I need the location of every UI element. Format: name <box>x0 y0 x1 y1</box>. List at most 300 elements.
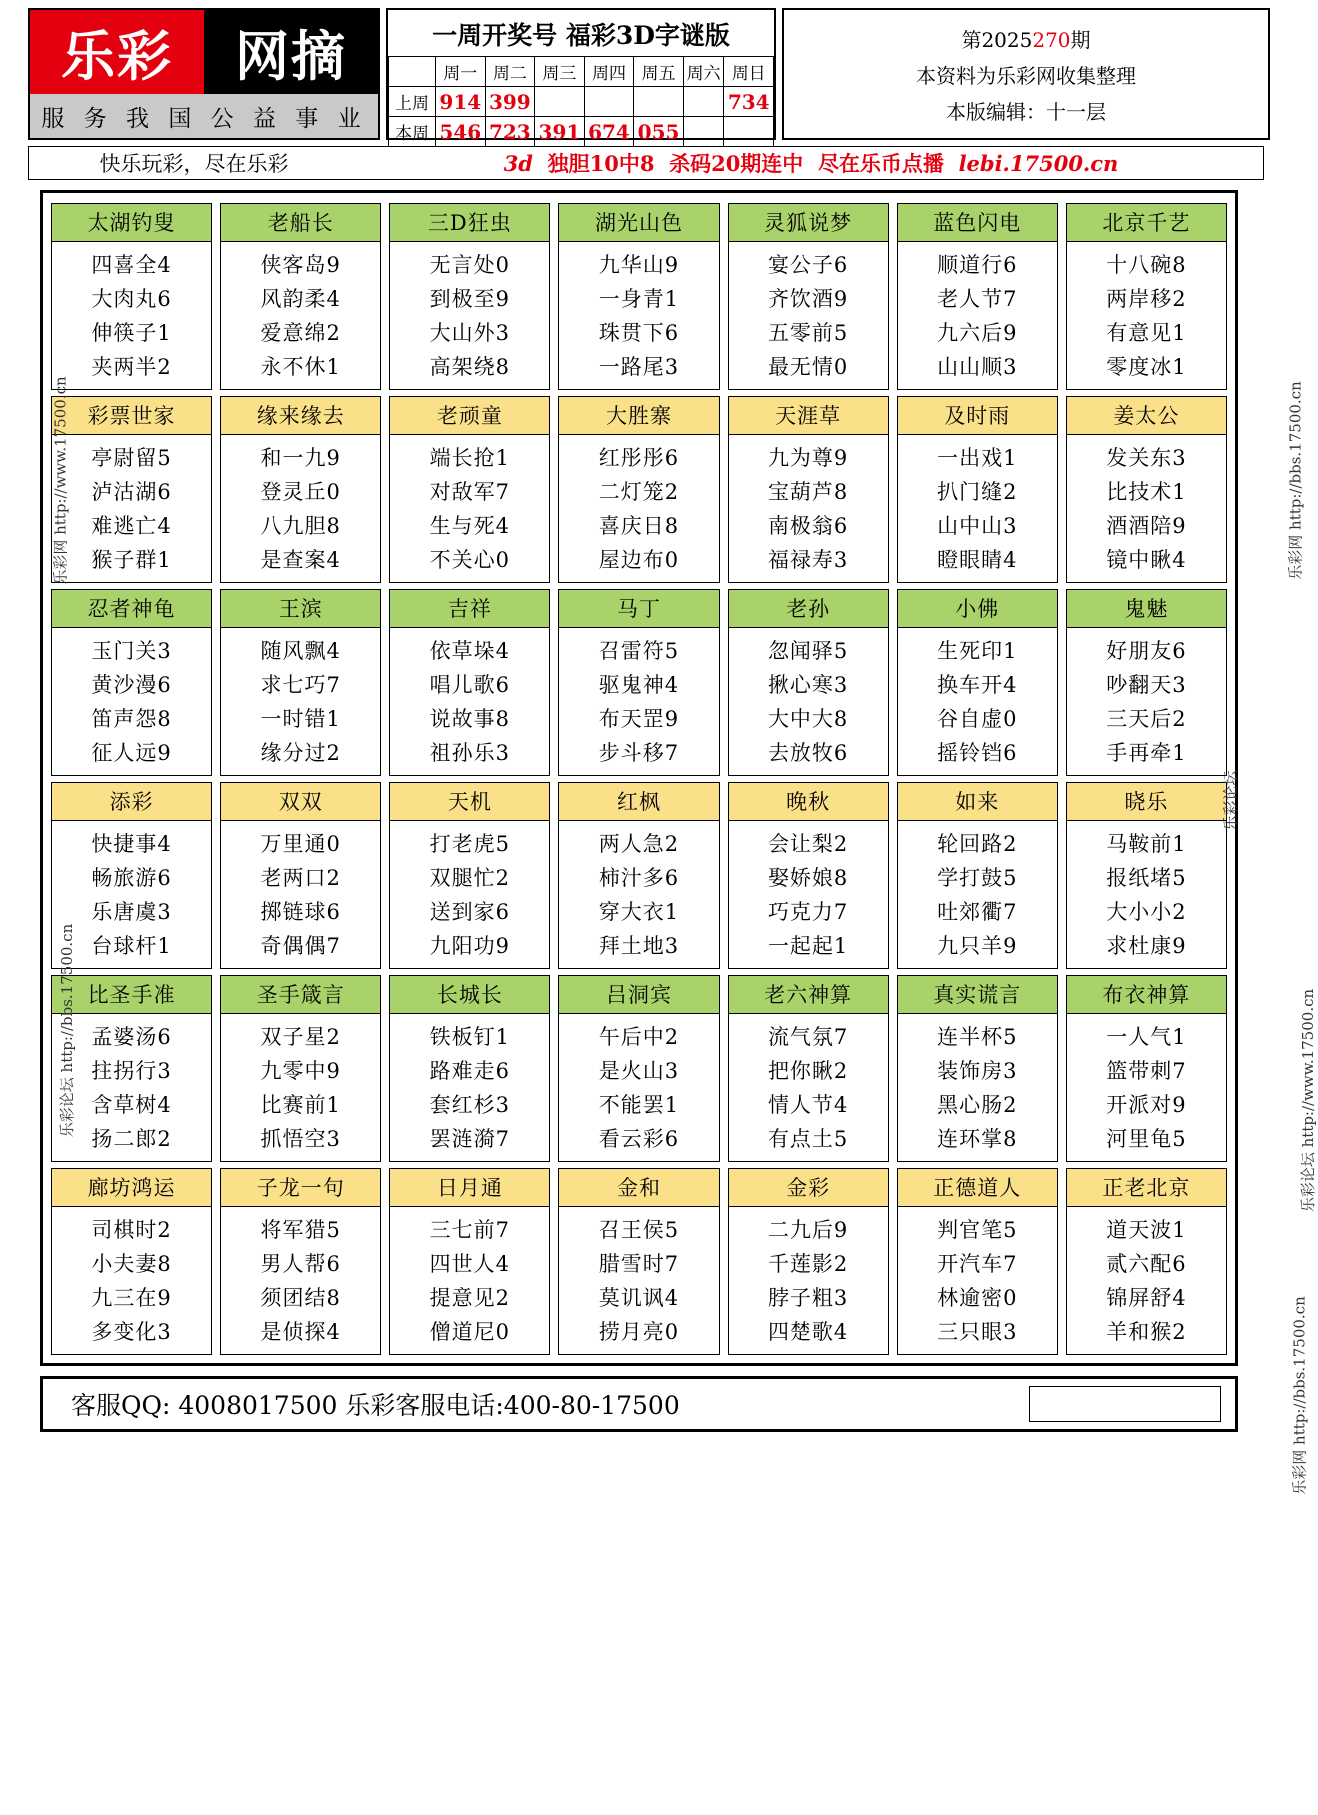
riddle-lines <box>728 242 889 390</box>
riddle-lines <box>897 242 1058 390</box>
riddle-line: 锦屏舒4 <box>1106 1286 1187 1310</box>
riddle-line: 山山顺3 <box>937 355 1018 379</box>
riddle-line: 台球杆1 <box>91 934 172 958</box>
watermark-left-1: 乐彩网 http://www.17500.cn <box>51 376 70 585</box>
riddle-line: 难逃亡4 <box>91 514 172 538</box>
draw-lastweek-sun: 734 <box>724 87 774 117</box>
riddle-line: 两岸移2 <box>1106 287 1187 311</box>
riddle-line: 打老虎5 <box>429 832 511 856</box>
footer-blank-box <box>1029 1386 1221 1422</box>
riddle-line: 看云彩6 <box>598 1127 680 1151</box>
riddle-line: 珠贯下6 <box>598 321 680 345</box>
riddle-line: 含草树4 <box>91 1093 172 1117</box>
riddle-line: 千莲影2 <box>767 1252 849 1276</box>
riddle-cell <box>389 782 550 969</box>
riddle-line: 河里龟5 <box>1106 1127 1187 1151</box>
riddle-lines <box>897 821 1058 969</box>
riddle-author-title[interactable]: 三D狂虫 <box>389 203 550 242</box>
draw-lastweek-tue: 399 <box>485 87 535 117</box>
riddle-line: 学打鼓5 <box>937 866 1018 890</box>
riddle-line: 三只眼3 <box>937 1320 1018 1344</box>
riddle-lines <box>1066 821 1227 969</box>
riddle-line: 到极至9 <box>429 287 511 311</box>
slogan-left: 快乐玩彩，尽在乐彩 <box>99 152 289 176</box>
riddle-cell <box>728 396 889 583</box>
riddle-author-title[interactable]: 鬼魅 <box>1066 589 1227 628</box>
riddle-lines <box>51 242 212 390</box>
draw-col-4: 周四 <box>584 57 634 87</box>
riddle-line: 泸沽湖6 <box>91 480 172 504</box>
riddle-line: 吐郊衢7 <box>937 900 1018 924</box>
riddle-line: 召王侯5 <box>598 1218 680 1242</box>
riddle-line: 伸筷子1 <box>91 321 172 345</box>
riddle-lines <box>897 1207 1058 1355</box>
draw-col-5: 周五 <box>634 57 684 87</box>
issue-number-line <box>961 24 1090 53</box>
riddle-author-title[interactable]: 灵狐说梦 <box>728 203 889 242</box>
draw-lastweek-sat <box>683 87 724 117</box>
riddle-lines <box>389 435 550 583</box>
riddle-cell <box>51 1168 212 1355</box>
riddle-author-title[interactable]: 廊坊鸿运 <box>51 1168 212 1207</box>
riddle-cell <box>558 396 719 583</box>
riddle-line: 三天后2 <box>1106 707 1187 731</box>
riddle-line: 是火山3 <box>598 1059 680 1083</box>
riddle-line: 侠客岛9 <box>260 253 341 277</box>
riddle-cell <box>897 203 1058 390</box>
weekly-draw-box <box>386 8 776 144</box>
riddle-line: 路难走6 <box>429 1059 511 1083</box>
riddle-author-title[interactable]: 蓝色闪电 <box>897 203 1058 242</box>
draw-col-3: 周三 <box>535 57 585 87</box>
riddle-author-title[interactable]: 太湖钓叟 <box>51 203 212 242</box>
riddle-cell <box>389 1168 550 1355</box>
riddle-line: 齐饮酒9 <box>767 287 849 311</box>
riddle-line: 僧道尼0 <box>429 1320 511 1344</box>
riddle-lines <box>1066 435 1227 583</box>
riddle-lines <box>558 435 719 583</box>
riddle-line: 一时错1 <box>260 707 341 731</box>
riddle-line: 驱鬼神4 <box>598 673 680 697</box>
riddle-line: 柿汁多6 <box>598 866 680 890</box>
riddle-line: 比赛前1 <box>260 1093 341 1117</box>
riddle-line: 四喜全4 <box>91 253 172 277</box>
riddle-cell <box>558 589 719 776</box>
riddle-line: 顺道行6 <box>937 253 1018 277</box>
riddle-line: 大小小2 <box>1106 900 1187 924</box>
table-row <box>389 117 774 147</box>
riddle-line: 黄沙漫6 <box>91 673 172 697</box>
riddle-line: 黑心肠2 <box>937 1093 1018 1117</box>
riddle-line: 玉门关3 <box>91 639 172 663</box>
riddle-line: 孟婆汤6 <box>91 1025 172 1049</box>
draw-lastweek-fri <box>634 87 684 117</box>
riddle-line: 掷链球6 <box>260 900 341 924</box>
riddle-line: 会让梨2 <box>767 832 849 856</box>
riddle-line: 宴公子6 <box>767 253 849 277</box>
riddle-author-title[interactable]: 金彩 <box>728 1168 889 1207</box>
riddle-line: 连半杯5 <box>937 1025 1018 1049</box>
riddle-line: 四世人4 <box>429 1252 511 1276</box>
riddle-line: 好朋友6 <box>1106 639 1187 663</box>
riddle-line: 羊和猴2 <box>1106 1320 1187 1344</box>
riddle-author-title[interactable]: 长城长 <box>389 975 550 1014</box>
riddle-line: 依草垛4 <box>429 639 511 663</box>
riddle-line: 生死印1 <box>937 639 1018 663</box>
riddle-line: 一起起1 <box>767 934 849 958</box>
draw-col-0 <box>389 57 436 87</box>
riddle-line: 求七巧7 <box>260 673 341 697</box>
riddle-author-title[interactable]: 忍者神龟 <box>51 589 212 628</box>
riddle-line: 装饰房3 <box>937 1059 1018 1083</box>
riddle-line: 是查案4 <box>260 548 341 572</box>
riddle-line: 风韵柔4 <box>260 287 341 311</box>
riddle-line: 夹两半2 <box>91 355 172 379</box>
riddle-author-title[interactable]: 北京千艺 <box>1066 203 1227 242</box>
draw-col-6: 周六 <box>683 57 724 87</box>
riddle-author-title[interactable]: 小佛 <box>897 589 1058 628</box>
riddle-author-title[interactable]: 王滨 <box>220 589 381 628</box>
riddle-lines <box>728 435 889 583</box>
riddle-author-title[interactable]: 添彩 <box>51 782 212 821</box>
riddle-line: 连环掌8 <box>937 1127 1018 1151</box>
riddle-line: 不关心0 <box>429 548 511 572</box>
riddle-line: 镜中瞅4 <box>1106 548 1187 572</box>
table-row <box>389 87 774 117</box>
riddle-lines <box>389 628 550 776</box>
issue-info-box <box>782 8 1270 140</box>
riddle-cell <box>897 1168 1058 1355</box>
riddle-line: 午后中2 <box>598 1025 680 1049</box>
riddle-cell <box>51 589 212 776</box>
riddle-cell <box>558 1168 719 1355</box>
riddle-line: 九华山9 <box>598 253 680 277</box>
riddle-line: 吵翻天3 <box>1106 673 1187 697</box>
riddle-line: 一出戏1 <box>937 446 1018 470</box>
riddle-line: 拜土地3 <box>598 934 680 958</box>
riddle-line: 套红杉3 <box>429 1093 511 1117</box>
riddle-line: 轮回路2 <box>937 832 1018 856</box>
riddle-author-title[interactable]: 双双 <box>220 782 381 821</box>
riddle-line: 南极翁6 <box>767 514 849 538</box>
riddle-line: 大肉丸6 <box>91 287 172 311</box>
logo-red-text: 乐彩 <box>30 10 204 94</box>
riddle-line: 随风飘4 <box>260 639 341 663</box>
riddle-line: 司棋时2 <box>91 1218 172 1242</box>
riddle-line: 篮带刺7 <box>1106 1059 1187 1083</box>
riddle-lines <box>897 628 1058 776</box>
riddle-line: 九零中9 <box>260 1059 341 1083</box>
watermark-right-4: 乐彩网 http://bbs.17500.cn <box>1290 1296 1309 1495</box>
riddle-author-title[interactable]: 大胜寨 <box>558 396 719 435</box>
riddle-author-title[interactable]: 晓乐 <box>1066 782 1227 821</box>
slogan-3d: 3d <box>503 151 533 176</box>
riddle-lines <box>389 1014 550 1162</box>
slogan-lebi: 尽在乐币点播 <box>817 151 944 176</box>
riddle-cell <box>728 1168 889 1355</box>
slogan-dandan: 独胆10中8 <box>547 151 655 176</box>
riddle-line: 把你瞅2 <box>767 1059 849 1083</box>
riddle-line: 发关东3 <box>1106 446 1187 470</box>
riddle-line: 流气氛7 <box>767 1025 849 1049</box>
riddle-line: 大山外3 <box>429 321 511 345</box>
draw-thisweek-mon: 546 <box>436 117 486 147</box>
riddle-author-title[interactable]: 真实谎言 <box>897 975 1058 1014</box>
riddle-line: 祖孙乐3 <box>429 741 511 765</box>
riddle-lines <box>389 242 550 390</box>
riddle-line: 摇铃铛6 <box>937 741 1018 765</box>
riddle-line: 十八碗8 <box>1106 253 1187 277</box>
riddle-author-title[interactable]: 晚秋 <box>728 782 889 821</box>
riddle-line: 福禄寿3 <box>767 548 849 572</box>
riddle-line: 送到家6 <box>429 900 511 924</box>
draw-col-2: 周二 <box>485 57 535 87</box>
draw-row-label-lastweek: 上周 <box>389 87 436 117</box>
riddle-line: 开派对9 <box>1106 1093 1187 1117</box>
riddle-lines <box>728 821 889 969</box>
riddle-author-title[interactable]: 正老北京 <box>1066 1168 1227 1207</box>
riddle-line: 笛声怨8 <box>91 707 172 731</box>
riddle-author-title[interactable]: 湖光山色 <box>558 203 719 242</box>
riddle-line: 三七前7 <box>429 1218 511 1242</box>
draw-lastweek-thu <box>584 87 634 117</box>
slogan-url[interactable]: lebi.17500.cn <box>958 151 1119 176</box>
slogan-right <box>359 148 1263 178</box>
riddle-line: 端长抢1 <box>429 446 511 470</box>
riddle-line: 提意见2 <box>429 1286 511 1310</box>
riddle-line: 老两口2 <box>260 866 341 890</box>
riddle-cell <box>1066 203 1227 390</box>
riddle-cell <box>728 782 889 969</box>
riddle-line: 不能罢1 <box>598 1093 680 1117</box>
riddle-lines <box>728 1207 889 1355</box>
riddle-line: 快捷事4 <box>91 832 172 856</box>
riddle-line: 步斗移7 <box>598 741 680 765</box>
riddle-line: 脖子粗3 <box>767 1286 849 1310</box>
riddle-cell <box>389 589 550 776</box>
riddle-line: 巧克力7 <box>767 900 849 924</box>
riddle-lines <box>897 1014 1058 1162</box>
riddle-line: 爱意绵2 <box>260 321 341 345</box>
riddle-line: 登灵丘0 <box>260 480 341 504</box>
logo-top <box>30 10 378 94</box>
riddle-line: 四楚歌4 <box>767 1320 849 1344</box>
riddle-author-title[interactable]: 马丁 <box>558 589 719 628</box>
watermark-left-2: 乐彩论坛 http://bbs.17500.cn <box>58 923 77 1138</box>
riddle-author-title[interactable]: 如来 <box>897 782 1058 821</box>
riddle-lines <box>558 1207 719 1355</box>
riddle-lines <box>1066 242 1227 390</box>
riddle-lines <box>220 821 381 969</box>
riddle-cell <box>897 782 1058 969</box>
riddle-line: 宝葫芦8 <box>767 480 849 504</box>
draw-header-row <box>389 57 774 87</box>
draw-thisweek-sat <box>683 117 724 147</box>
riddle-line: 穿大衣1 <box>598 900 680 924</box>
riddle-line: 双腿忙2 <box>429 866 511 890</box>
riddle-lines <box>558 242 719 390</box>
riddle-line: 生与死4 <box>429 514 511 538</box>
riddle-author-title[interactable]: 姜太公 <box>1066 396 1227 435</box>
riddle-line: 判官笔5 <box>937 1218 1018 1242</box>
riddle-author-title[interactable]: 金和 <box>558 1168 719 1207</box>
riddle-line: 比技术1 <box>1106 480 1187 504</box>
riddle-line: 一路尾3 <box>598 355 680 379</box>
riddle-cell <box>220 1168 381 1355</box>
draw-thisweek-thu: 674 <box>584 117 634 147</box>
riddle-line: 永不休1 <box>260 355 341 379</box>
riddle-author-title[interactable]: 圣手箴言 <box>220 975 381 1014</box>
riddle-line: 扬二郎2 <box>91 1127 172 1151</box>
riddle-author-title[interactable]: 比圣手准 <box>51 975 212 1014</box>
slogan-shama: 杀码20期连中 <box>669 151 804 176</box>
riddle-line: 大中大8 <box>767 707 849 731</box>
riddle-line: 莫讥讽4 <box>598 1286 680 1310</box>
riddle-lines <box>220 435 381 583</box>
riddle-line: 谷自虚0 <box>937 707 1018 731</box>
riddle-line: 换车开4 <box>937 673 1018 697</box>
riddle-line: 九只羊9 <box>937 934 1018 958</box>
riddle-lines <box>558 1014 719 1162</box>
slogan-bar <box>28 146 1264 180</box>
riddle-cell <box>51 203 212 390</box>
riddle-author-title[interactable]: 布衣神算 <box>1066 975 1227 1014</box>
riddle-cell <box>220 203 381 390</box>
riddle-cell <box>897 396 1058 583</box>
riddle-cell <box>389 396 550 583</box>
riddle-line: 腊雪时7 <box>598 1252 680 1276</box>
riddle-author-title[interactable]: 天涯草 <box>728 396 889 435</box>
riddle-lines <box>51 435 212 583</box>
riddle-lines <box>389 821 550 969</box>
draw-lastweek-mon: 914 <box>436 87 486 117</box>
riddle-cell <box>1066 975 1227 1162</box>
riddle-line: 缘分过2 <box>260 741 341 765</box>
riddle-lines <box>1066 1014 1227 1162</box>
riddle-cell <box>558 975 719 1162</box>
riddle-line: 九三在9 <box>91 1286 172 1310</box>
riddle-line: 和一九9 <box>260 446 341 470</box>
draw-thisweek-fri: 055 <box>634 117 684 147</box>
riddle-author-title[interactable]: 老船长 <box>220 203 381 242</box>
riddle-cell <box>220 396 381 583</box>
riddle-line: 有意见1 <box>1106 321 1187 345</box>
riddle-line: 喜庆日8 <box>598 514 680 538</box>
riddle-line: 唱儿歌6 <box>429 673 511 697</box>
draw-thisweek-wed: 391 <box>535 117 585 147</box>
riddle-line: 老人节7 <box>937 287 1018 311</box>
riddle-author-title[interactable]: 老六神算 <box>728 975 889 1014</box>
draw-col-1: 周一 <box>436 57 486 87</box>
site-logo <box>28 8 380 140</box>
riddle-line: 二灯笼2 <box>598 480 680 504</box>
riddle-author-title[interactable]: 缘来缘去 <box>220 396 381 435</box>
riddle-line: 报纸堵5 <box>1106 866 1187 890</box>
riddle-line: 八九胆8 <box>260 514 341 538</box>
riddle-line: 乐唐虞3 <box>91 900 172 924</box>
riddle-line: 高架绕8 <box>429 355 511 379</box>
riddle-author-title[interactable]: 老孙 <box>728 589 889 628</box>
watermark-right-3: 乐彩论坛 http://www.17500.cn <box>1299 988 1318 1213</box>
draw-row-label-thisweek: 本周 <box>389 117 436 147</box>
riddle-author-title[interactable]: 吉祥 <box>389 589 550 628</box>
riddle-author-title[interactable]: 彩票世家 <box>51 396 212 435</box>
riddle-line: 铁板钉1 <box>429 1025 511 1049</box>
riddle-line: 是侦探4 <box>260 1320 341 1344</box>
riddle-line: 忽闻驿5 <box>767 639 849 663</box>
draw-thisweek-sun <box>724 117 774 147</box>
riddle-author-title[interactable]: 吕洞宾 <box>558 975 719 1014</box>
issue-editor-line: 本版编辑：十一层 <box>946 99 1106 124</box>
riddle-line: 零度冰1 <box>1106 355 1187 379</box>
riddle-line: 征人远9 <box>91 741 172 765</box>
riddle-line: 捞月亮0 <box>598 1320 680 1344</box>
riddle-cell <box>1066 589 1227 776</box>
riddle-author-title[interactable]: 及时雨 <box>897 396 1058 435</box>
riddle-lines <box>558 628 719 776</box>
riddle-cell <box>897 589 1058 776</box>
riddle-cell <box>220 975 381 1162</box>
riddle-cell <box>220 589 381 776</box>
logo-black-text: 网摘 <box>204 10 378 94</box>
riddle-line: 马鞍前1 <box>1106 832 1187 856</box>
riddle-line: 男人帮6 <box>260 1252 341 1276</box>
riddle-line: 红彤彤6 <box>598 446 680 470</box>
riddle-author-title[interactable]: 日月通 <box>389 1168 550 1207</box>
riddle-line: 贰六配6 <box>1106 1252 1187 1276</box>
riddle-cell <box>558 203 719 390</box>
riddle-line: 情人节4 <box>767 1093 849 1117</box>
weekly-draw-table <box>388 56 774 147</box>
riddle-lines <box>220 242 381 390</box>
riddle-line: 畅旅游6 <box>91 866 172 890</box>
draw-lastweek-wed <box>535 87 585 117</box>
riddle-author-title[interactable]: 老顽童 <box>389 396 550 435</box>
riddle-cell <box>728 203 889 390</box>
riddle-line: 双子星2 <box>260 1025 341 1049</box>
riddle-author-title[interactable]: 正德道人 <box>897 1168 1058 1207</box>
riddle-line: 两人急2 <box>598 832 680 856</box>
riddle-line: 无言处0 <box>429 253 511 277</box>
riddle-line: 有点土5 <box>767 1127 849 1151</box>
riddle-line: 九阳功9 <box>429 934 511 958</box>
riddle-lines <box>728 1014 889 1162</box>
riddle-cell <box>220 782 381 969</box>
riddle-cell <box>1066 396 1227 583</box>
riddle-cell <box>1066 782 1227 969</box>
issue-number: 270 <box>1032 27 1071 52</box>
riddle-author-title[interactable]: 红枫 <box>558 782 719 821</box>
issue-prefix: 第2025 <box>961 27 1033 52</box>
riddle-line: 对敌军7 <box>429 480 511 504</box>
riddle-author-title[interactable]: 子龙一句 <box>220 1168 381 1207</box>
riddle-lines <box>558 821 719 969</box>
riddle-lines <box>897 435 1058 583</box>
riddle-line: 九为尊9 <box>767 446 849 470</box>
riddle-lines <box>51 1207 212 1355</box>
riddle-line: 猴子群1 <box>91 548 172 572</box>
riddle-grid <box>51 203 1227 1355</box>
footer-contact-text: 客服QQ: 4008017500 乐彩客服电话:400-80-17500 <box>71 1391 680 1420</box>
riddle-line: 林逾密0 <box>937 1286 1018 1310</box>
riddle-line: 瞪眼睛4 <box>937 548 1018 572</box>
riddle-line: 娶娇娘8 <box>767 866 849 890</box>
riddle-cell <box>1066 1168 1227 1355</box>
footer <box>40 1376 1238 1432</box>
riddle-lines <box>220 1014 381 1162</box>
riddle-author-title[interactable]: 天机 <box>389 782 550 821</box>
draw-thisweek-tue: 723 <box>485 117 535 147</box>
